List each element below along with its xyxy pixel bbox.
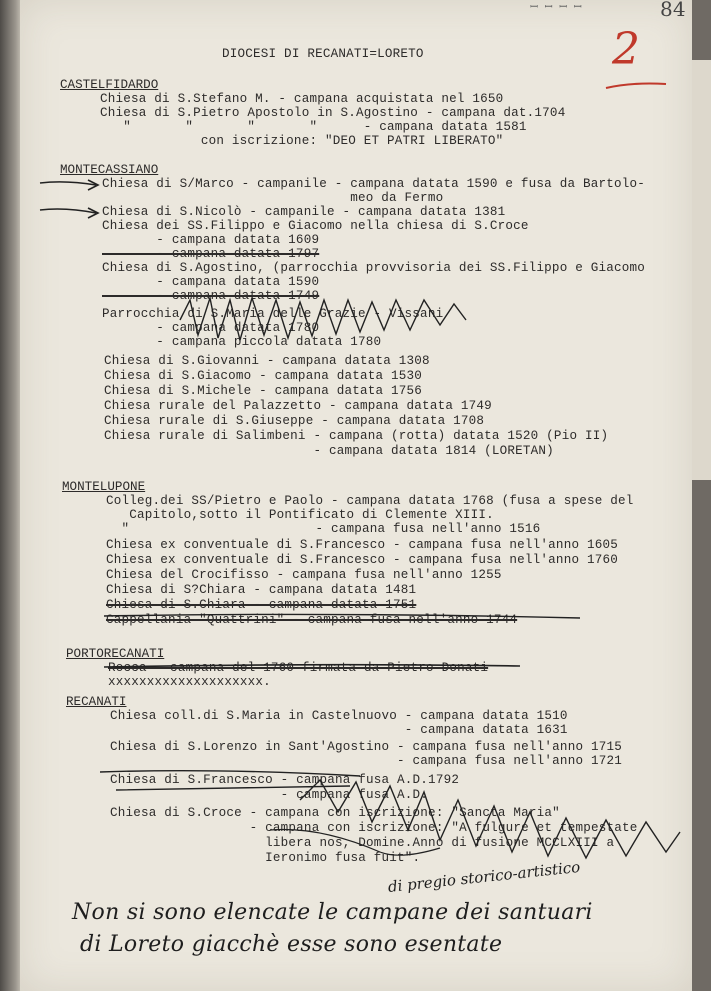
entry-line-struck: - campana datata 1797 — [102, 247, 320, 261]
entry-line-crossed-out: libera nos, Domine.Anno di fusione MCCLXIII a — [110, 836, 615, 850]
entry-line-struck: - campana datata 1749 — [102, 289, 320, 303]
entry-line: - campana datata 1590 — [102, 275, 320, 289]
binder-edge — [0, 0, 22, 991]
entry-line: Chiesa di S.Giovanni - campana datata 1308 — [104, 354, 430, 368]
entry-line-crossed-out: - campana fusa A.D. — [110, 788, 429, 802]
entry-line: Chiesa di S?Chiara - campana datata 1481 — [106, 583, 417, 597]
entry-line: meo da Fermo — [102, 191, 444, 205]
cross-out-scribble — [100, 771, 680, 858]
entry-line-struck: Rocca - campana del 1760 firmata da Pietro Donati — [108, 661, 489, 675]
handwritten-page-number: 2 — [612, 24, 640, 75]
corner-note: ꟷ ꟷ ꟷ ꟷ — [530, 3, 582, 14]
entry-line-crossed-out: Chiesa di S.Francesco - campana fusa A.D.1792 — [110, 773, 460, 787]
entry-line: Chiesa di S/Marco - campanile - campana datata 1590 e fusa da Bartolo- — [102, 177, 646, 191]
entry-line-crossed-out: - campana datata 1780 — [102, 321, 320, 335]
section-heading-montelupone: MONTELUPONE — [62, 480, 146, 494]
document-title: DIOCESI DI RECANATI=LORETO — [222, 47, 424, 61]
entry-line: Chiesa ex conventuale di S.Francesco - campana fusa nell'anno 1760 — [106, 553, 618, 567]
strike-line — [104, 665, 520, 667]
entry-line: - campana datata 1814 (LORETAN) — [104, 444, 554, 458]
entry-line-crossed-out: Chiesa di S.Croce - campana con iscrizione: "Sancta Maria" — [110, 806, 560, 820]
entry-line-struck: Cappellania "Quattrini" - campana fusa nell'anno 1744 — [106, 613, 518, 627]
margin-arrow — [40, 209, 96, 213]
entry-line: Chiesa coll.di S.Maria in Castelnuovo - campana datata 1510 — [110, 709, 568, 723]
section-heading-recanati: RECANATI — [66, 695, 127, 709]
typed-over-line: xxxxxxxxxxxxxxxxxxxx. — [108, 675, 271, 689]
entry-line: - campana datata 1631 — [110, 723, 568, 737]
entry-line-crossed-out: - campana piccola datata 1780 — [102, 335, 382, 349]
cross-out-stroke — [270, 829, 440, 855]
strike-line — [104, 614, 580, 618]
entry-line: " - campana fusa nell'anno 1516 — [106, 522, 541, 536]
entry-line: Chiesa di S.Michele - campana datata 1756 — [104, 384, 423, 398]
entry-line-crossed-out: - campana con iscrizione: "A fulgure et tempestate — [110, 821, 638, 835]
entry-line-crossed-out: Ieronimo fusa fuit". — [110, 851, 421, 865]
cross-out-scribble — [180, 298, 466, 340]
margin-arrow — [40, 182, 96, 185]
entry-line: Chiesa di S.Nicolò - campanile - campana datata 1381 — [102, 205, 506, 219]
folio-number: 84 — [660, 0, 686, 21]
typed-document-sheet — [20, 0, 692, 991]
entry-line: Colleg.dei SS/Pietro e Paolo - campana datata 1768 (fusa a spese del — [106, 494, 634, 508]
entry-line: Chiesa di S.Agostino, (parrocchia provvisoria dei SS.Filippo e Giacomo — [102, 261, 646, 275]
handwritten-note-line1: Non si sono elencate le campane dei santuari — [72, 900, 593, 925]
entry-line: Chiesa di S.Giacomo - campana datata 1530 — [104, 369, 423, 383]
red-underline — [606, 84, 666, 89]
section-heading-portorecanati: PORTORECANATI — [66, 647, 165, 661]
entry-line: " " " " - campana datata 1581 — [100, 120, 527, 134]
handwritten-note-line2: di Loreto giacchè esse sono esentate — [80, 932, 503, 957]
entry-line: Chiesa di S.Stefano M. - campana acquistata nel 1650 — [100, 92, 504, 106]
entry-line: - campana fusa nell'anno 1721 — [110, 754, 622, 768]
entry-line: Capitolo,sotto il Pontificato di Clemente XIII. — [106, 508, 494, 522]
handwritten-insert: di pregio storico-artistico — [387, 857, 582, 896]
entry-line: - campana datata 1609 — [102, 233, 320, 247]
pen-marks-overlay — [20, 0, 692, 991]
entry-line: Chiesa di S.Lorenzo in Sant'Agostino - campana fusa nell'anno 1715 — [110, 740, 622, 754]
entry-line: Chiesa rurale di S.Giuseppe - campana datata 1708 — [104, 414, 485, 428]
entry-line: Chiesa di S.Pietro Apostolo in S.Agostino - campana dat.1704 — [100, 106, 566, 120]
adjacent-page-edge — [689, 60, 711, 480]
entry-line: Chiesa dei SS.Filippo e Giacomo nella chiesa di S.Croce — [102, 219, 529, 233]
section-heading-montecassiano: MONTECASSIANO — [60, 163, 159, 177]
entry-line: Chiesa del Crocifisso - campana fusa nell'anno 1255 — [106, 568, 502, 582]
entry-line-struck: Chiesa di S.Chiara - campana datata 1751 — [106, 598, 417, 612]
section-heading-castelfidardo: CASTELFIDARDO — [60, 78, 159, 92]
entry-line: Chiesa ex conventuale di S.Francesco - campana fusa nell'anno 1605 — [106, 538, 618, 552]
entry-line: con iscrizione: "DEO ET PATRI LIBERATO" — [100, 134, 504, 148]
entry-line: Chiesa rurale del Palazzetto - campana datata 1749 — [104, 399, 492, 413]
entry-line: Chiesa rurale di Salimbeni - campana (rotta) datata 1520 (Pio II) — [104, 429, 609, 443]
entry-line-crossed-out: Parrocchia di S.Maria delle Grazie - Vissani — [102, 307, 444, 321]
